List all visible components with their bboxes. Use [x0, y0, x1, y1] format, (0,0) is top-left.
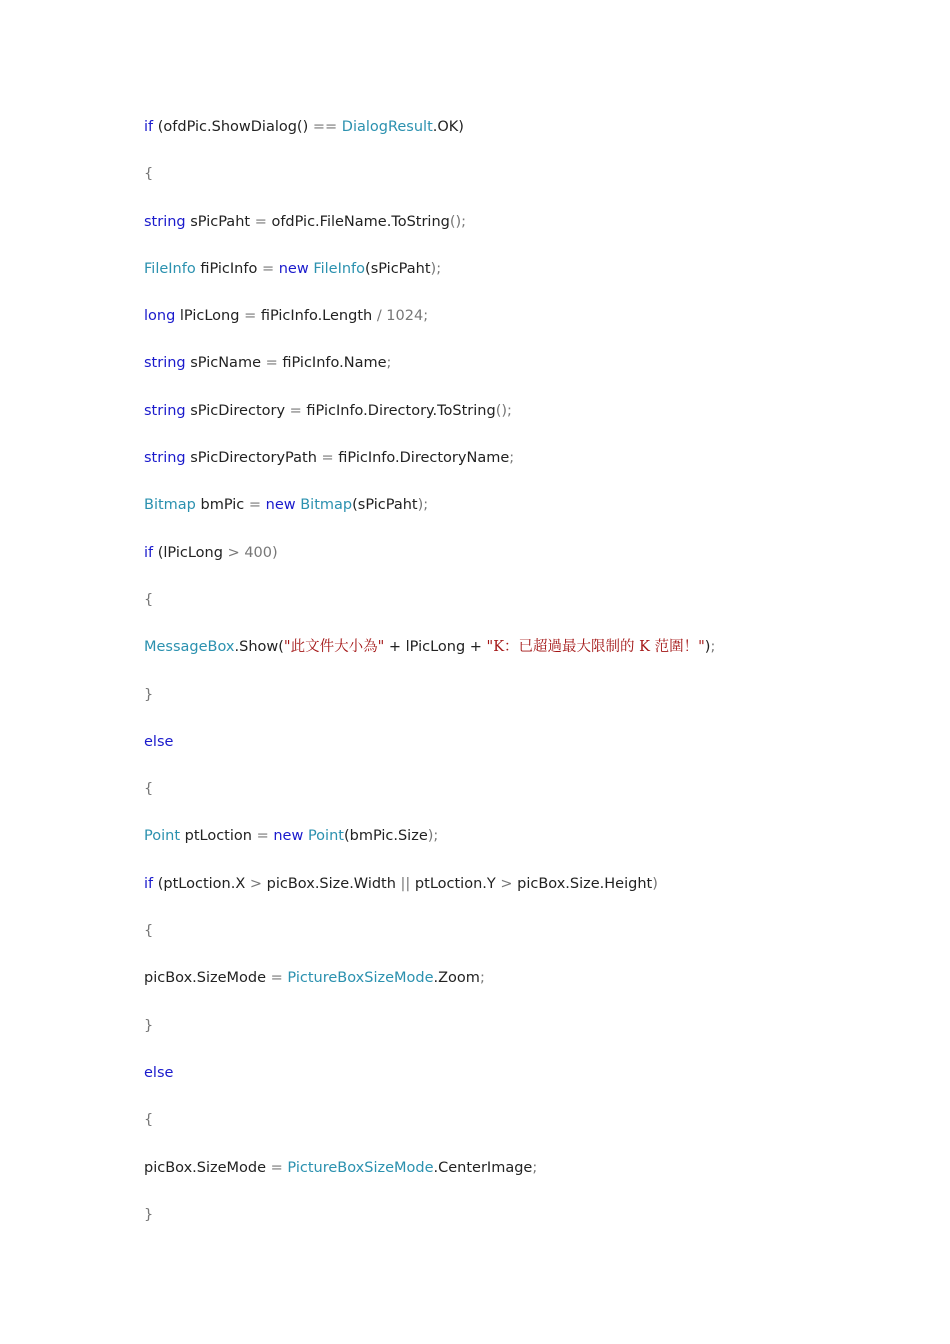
code-operator: { — [144, 781, 154, 798]
code-keyword: if — [144, 875, 154, 892]
code-operator: > — [500, 875, 513, 892]
code-line — [144, 494, 904, 541]
code-keyword: string — [144, 213, 186, 230]
code-keyword: long — [144, 308, 176, 325]
code-text: .Zoom — [433, 970, 480, 987]
code-line — [144, 116, 904, 163]
code-operator: ; — [532, 1159, 538, 1176]
code-text: (ptLoction.X — [153, 875, 250, 892]
code-type: Point — [307, 828, 344, 845]
code-keyword: if — [144, 544, 154, 561]
code-text: + lPicLong + — [384, 639, 487, 656]
code-line — [144, 258, 904, 305]
code-line — [144, 873, 904, 920]
code-text: ptLoction.Y — [410, 875, 501, 892]
code-operator: > — [249, 875, 263, 892]
code-block — [144, 116, 904, 1251]
code-operator: ); — [430, 260, 442, 277]
code-operator: ; — [710, 639, 716, 656]
code-text: (ofdPic.ShowDialog() — [153, 119, 313, 135]
code-text: .Show( — [234, 639, 284, 656]
code-text: ofdPic.FileName.ToString — [266, 213, 450, 230]
code-line — [144, 211, 904, 258]
code-text: sPicPaht — [185, 213, 255, 230]
code-operator: > 400) — [227, 544, 278, 561]
code-operator: / 1024; — [376, 308, 429, 325]
code-text: .CenterImage — [433, 1159, 533, 1176]
code-line — [144, 731, 904, 778]
code-operator: ); — [417, 497, 429, 514]
code-line — [144, 305, 904, 352]
code-line — [144, 163, 904, 210]
code-operator: = — [270, 1159, 283, 1176]
code-line — [144, 636, 904, 683]
code-line — [144, 920, 904, 967]
code-line — [144, 684, 904, 731]
code-type: MessageBox — [144, 639, 235, 656]
code-keyword: string — [144, 450, 186, 467]
code-type: FileInfo — [144, 260, 196, 277]
code-operator: { — [144, 591, 154, 608]
code-operator: = — [261, 260, 275, 277]
code-text: sPicName — [185, 355, 266, 372]
code-type: PictureBoxSizeMode — [287, 1159, 434, 1176]
code-text: fiPicInfo.DirectoryName — [333, 450, 510, 467]
code-type: Bitmap — [300, 497, 353, 514]
code-operator: ) — [652, 875, 658, 892]
code-text: (sPicPaht — [352, 497, 418, 514]
code-operator: = — [270, 970, 283, 987]
code-line — [144, 589, 904, 636]
code-text: ) — [704, 639, 711, 656]
code-text: fiPicInfo.Directory.ToString — [301, 402, 496, 419]
code-type: FileInfo — [313, 260, 366, 277]
code-type: PictureBoxSizeMode — [287, 970, 434, 987]
code-text: fiPicInfo.Length — [256, 308, 377, 325]
code-line — [144, 542, 904, 589]
code-operator: } — [144, 1206, 154, 1223]
code-keyword: string — [144, 402, 186, 419]
code-operator: = — [289, 402, 302, 419]
code-operator: } — [144, 686, 154, 703]
code-line — [144, 967, 904, 1014]
code-operator: = — [254, 213, 267, 230]
code-text: sPicDirectoryPath — [185, 450, 322, 467]
code-operator: { — [144, 166, 154, 183]
code-text: (sPicPaht — [365, 260, 431, 277]
code-text: ptLoction — [180, 828, 257, 845]
code-text: fiPicInfo — [195, 260, 262, 277]
code-line — [144, 1109, 904, 1156]
code-type: Bitmap — [144, 497, 196, 514]
code-line — [144, 352, 904, 399]
code-operator: = — [248, 497, 262, 514]
code-text: .OK) — [432, 119, 464, 135]
code-text: bmPic — [195, 497, 249, 514]
code-keyword: string — [144, 355, 186, 372]
code-string: "此文件大小為" — [283, 639, 385, 656]
code-keyword: else — [144, 733, 174, 750]
code-type: Point — [144, 828, 181, 845]
code-type: DialogResult — [341, 119, 433, 135]
code-text: picBox.SizeMode — [144, 1159, 271, 1176]
code-line — [144, 778, 904, 825]
code-operator: = — [321, 450, 334, 467]
code-keyword: new — [273, 828, 304, 845]
code-keyword: if — [144, 119, 154, 135]
code-operator: = — [265, 355, 278, 372]
code-line — [144, 447, 904, 494]
code-keyword: new — [278, 260, 309, 277]
code-line — [144, 825, 904, 872]
code-operator: ; — [386, 355, 392, 372]
code-text: picBox.SizeMode — [144, 970, 271, 987]
code-line — [144, 1157, 904, 1204]
code-string: "K：已超過最大限制的 K 范圍！" — [486, 639, 705, 656]
code-keyword: new — [265, 497, 296, 514]
code-operator: ; — [509, 450, 515, 467]
code-line — [144, 1204, 904, 1251]
code-operator: ; — [479, 970, 485, 987]
code-operator: } — [144, 1017, 154, 1034]
code-line — [144, 1015, 904, 1062]
code-text: picBox.Size.Width — [262, 875, 401, 892]
code-text: lPicLong — [175, 308, 245, 325]
code-text: sPicDirectory — [185, 402, 290, 419]
code-operator: (); — [495, 402, 512, 419]
code-text: fiPicInfo.Name — [277, 355, 387, 372]
code-operator: = — [256, 828, 269, 845]
code-operator: (); — [449, 213, 467, 230]
code-line — [144, 400, 904, 447]
code-text: (bmPic.Size — [343, 828, 428, 845]
code-operator: == — [312, 119, 338, 135]
code-operator: { — [144, 1112, 154, 1129]
code-line — [144, 1062, 904, 1109]
code-operator: { — [144, 923, 154, 940]
code-keyword: else — [144, 1064, 174, 1081]
code-text: picBox.Size.Height — [512, 875, 653, 892]
code-operator: ); — [427, 828, 439, 845]
code-text: (lPicLong — [153, 544, 228, 561]
code-operator: = — [244, 308, 257, 325]
code-operator: || — [400, 875, 411, 892]
